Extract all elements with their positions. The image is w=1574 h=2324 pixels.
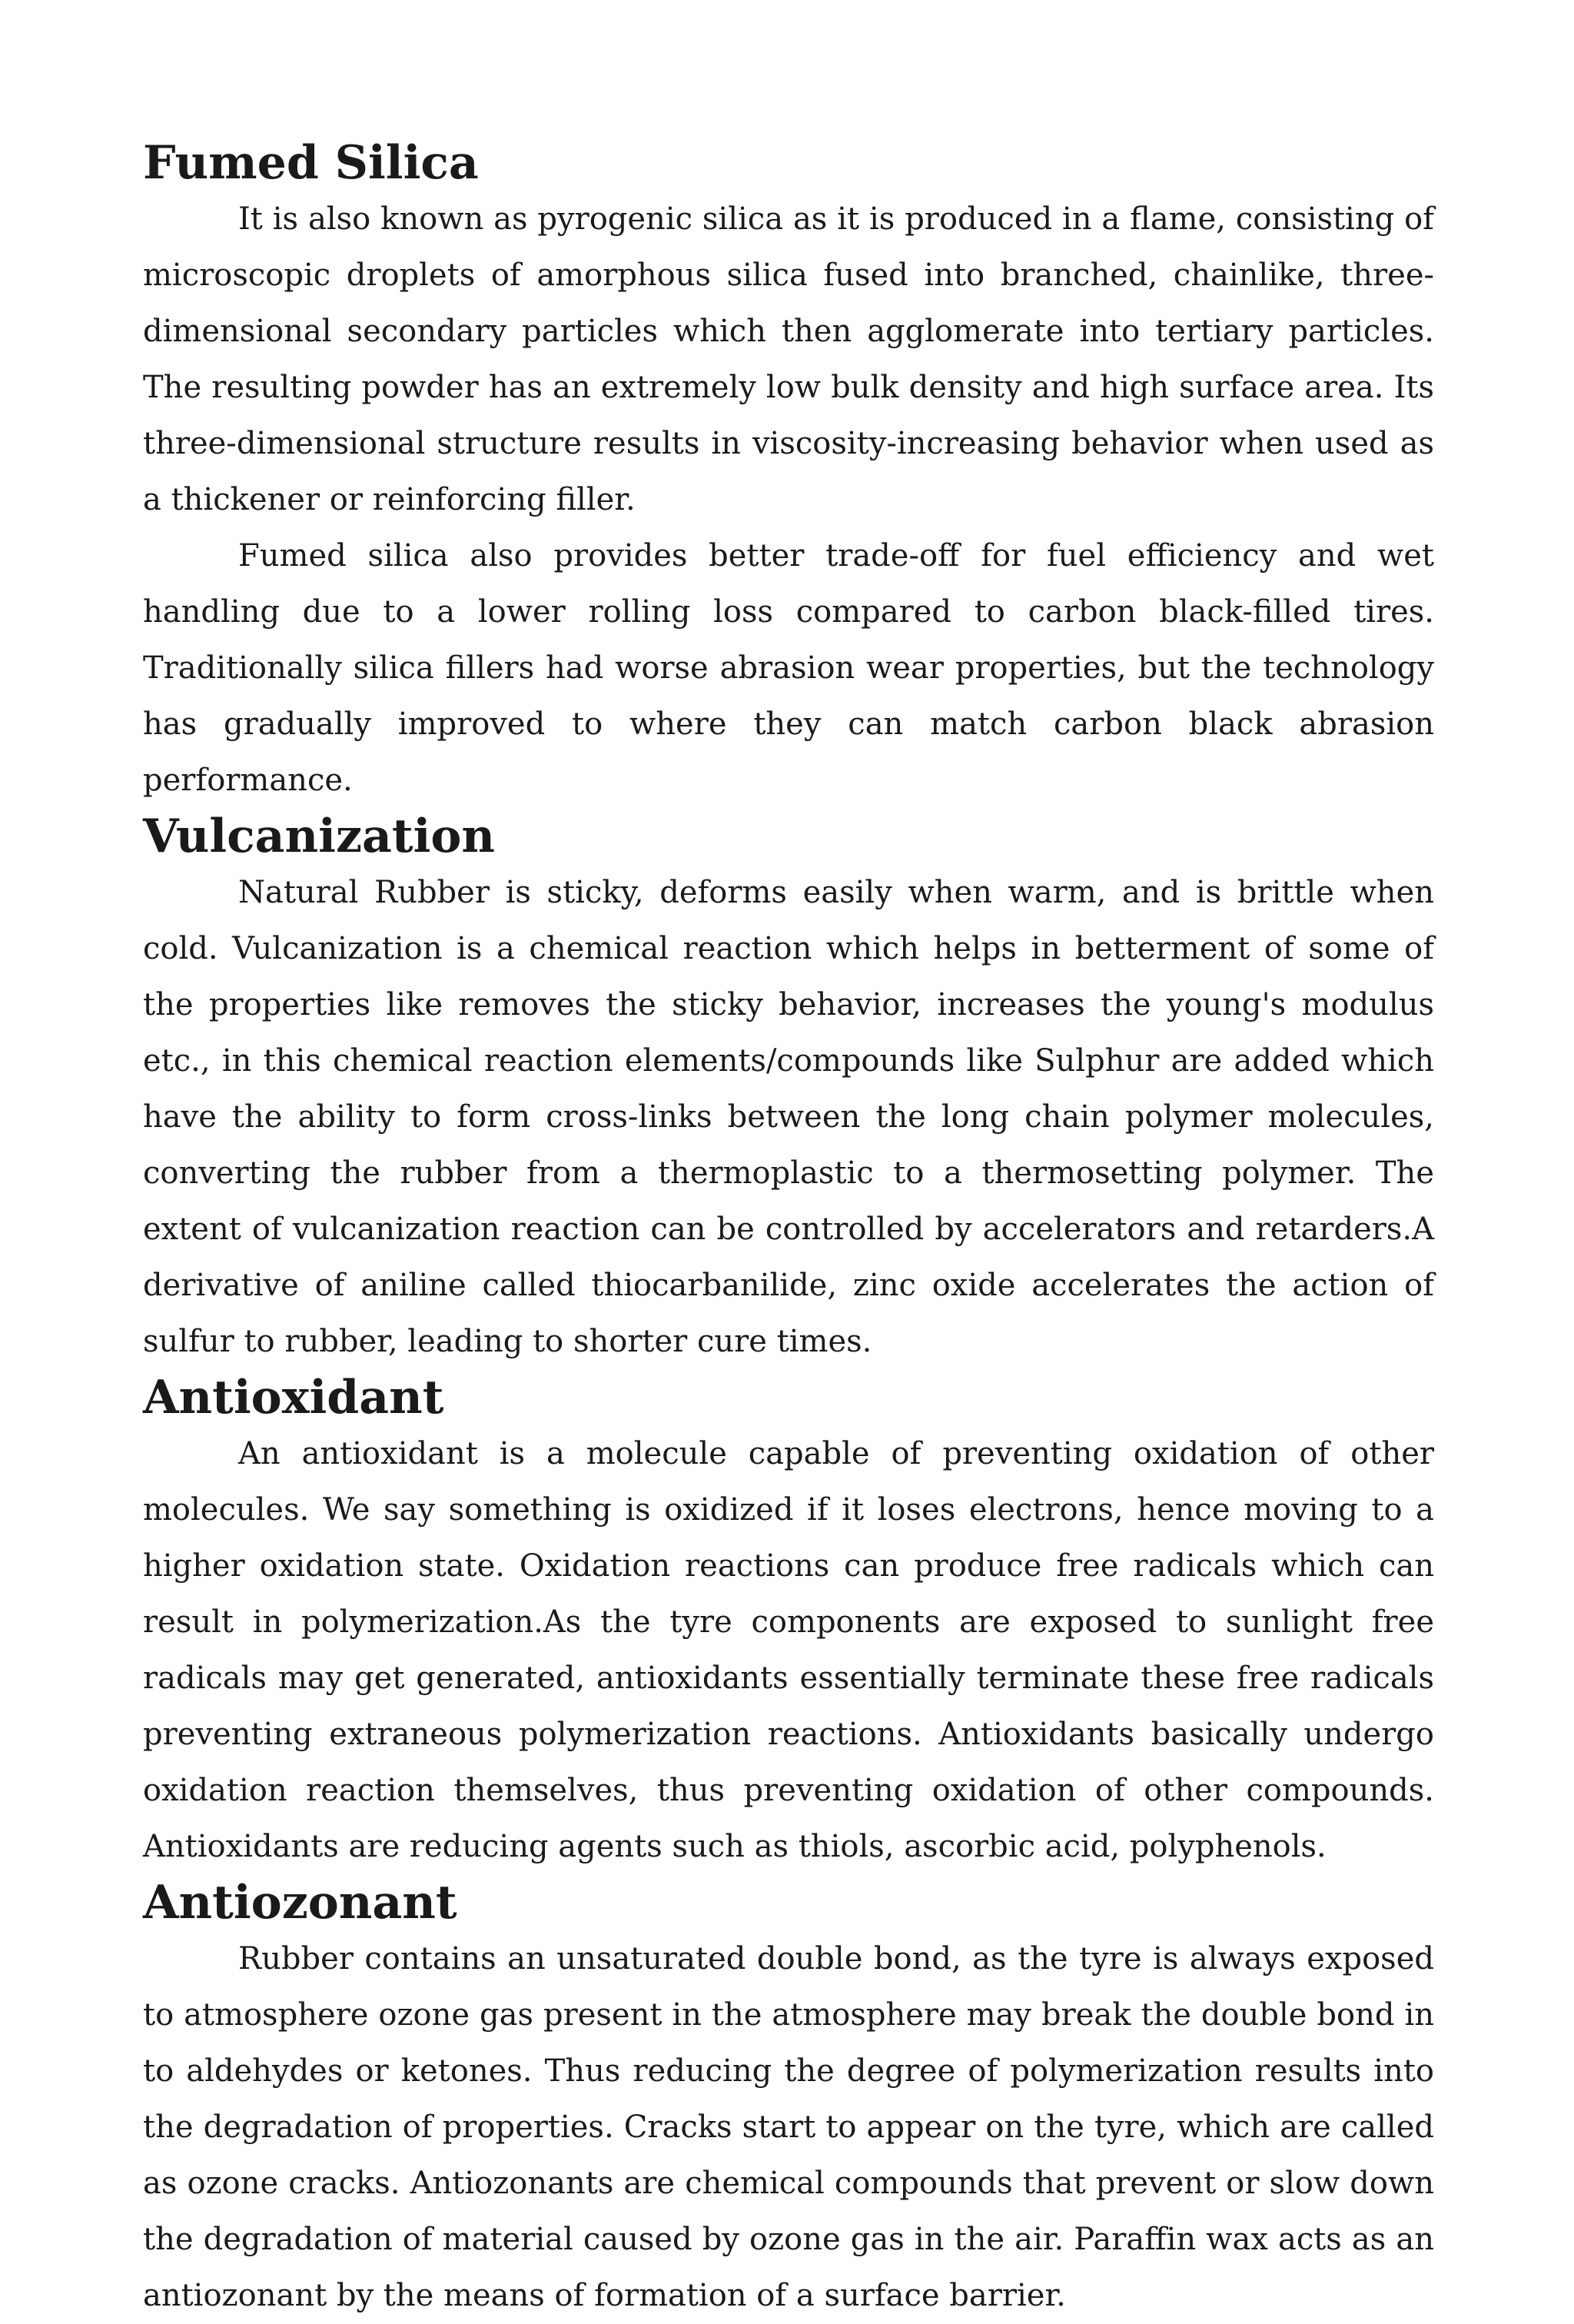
paragraph: An antioxidant is a molecule capable of preventing oxidation of other molecules. We say something is oxidized if it loses electrons, hence moving to a higher oxidation state. Oxidation reactions can produce free radicals which can result in polymerization.As the tyre components are exposed to sunlight free radicals may get generated, antioxidants essentially terminate these free radicals preventing extraneous polymerization reactions. Antioxidants basically undergo oxidation reaction themselves, thus preventing oxidation of other compounds. Antioxidants are reducing agents such as thiols, ascorbic acid, polyphenols. <box>143 1436 1434 1864</box>
document-page <box>143 135 1434 2324</box>
paragraph: It is also known as pyrogenic silica as it is produced in a flame, consisting of microscopic droplets of amorphous silica fused into branched, chainlike, three-dimensional secondary particles which then agglomerate into tertiary particles. The resulting powder has an extremely low bulk density and high surface area. Its three-dimensional structure results in viscosity-increasing behavior when used as a thickener or reinforcing filler. <box>143 201 1434 517</box>
paragraph: Rubber contains an unsaturated double bond, as the tyre is always exposed to atmosphere ozone gas present in the atmosphere may break the double bond in to aldehydes or ketones. Thus reducing the degree of polymerization results into the degradation of properties. Cracks start to appear on the tyre, which are called as ozone cracks. Antiozonants are chemical compounds that prevent or slow down the degradation of material caused by ozone gas in the air. Paraffin wax acts as an antiozonant by the means of formation of a surface barrier. <box>143 1941 1434 2313</box>
heading-antioxidant: Antioxidant <box>143 1371 444 1425</box>
heading-antiozonant: Antiozonant <box>143 1876 457 1930</box>
paragraph: Natural Rubber is sticky, deforms easily when warm, and is brittle when cold. Vulcanization is a chemical reaction which helps in betterment of some of the properties like removes the sticky behavior, increases the young's modulus etc., in this chemical reaction elements/compounds like Sulphur are added which have the ability to form cross-links between the long chain polymer molecules, converting the rubber from a thermoplastic to a thermosetting polymer. The extent of vulcanization reaction can be controlled by accelerators and retarders.A derivative of aniline called thiocarbanilide, zinc oxide accelerates the action of sulfur to rubber, leading to shorter cure times. <box>143 875 1434 1359</box>
heading-vulcanization: Vulcanization <box>143 810 496 863</box>
heading-fumed-silica: Fumed Silica <box>143 136 479 190</box>
paragraph: Fumed silica also provides better trade-off for fuel efficiency and wet handling due to a lower rolling loss compared to carbon black-filled tires. Traditionally silica fillers had worse abrasion wear properties, but the technology has gradually improved to where they can match carbon black abrasion performance. <box>143 538 1434 798</box>
